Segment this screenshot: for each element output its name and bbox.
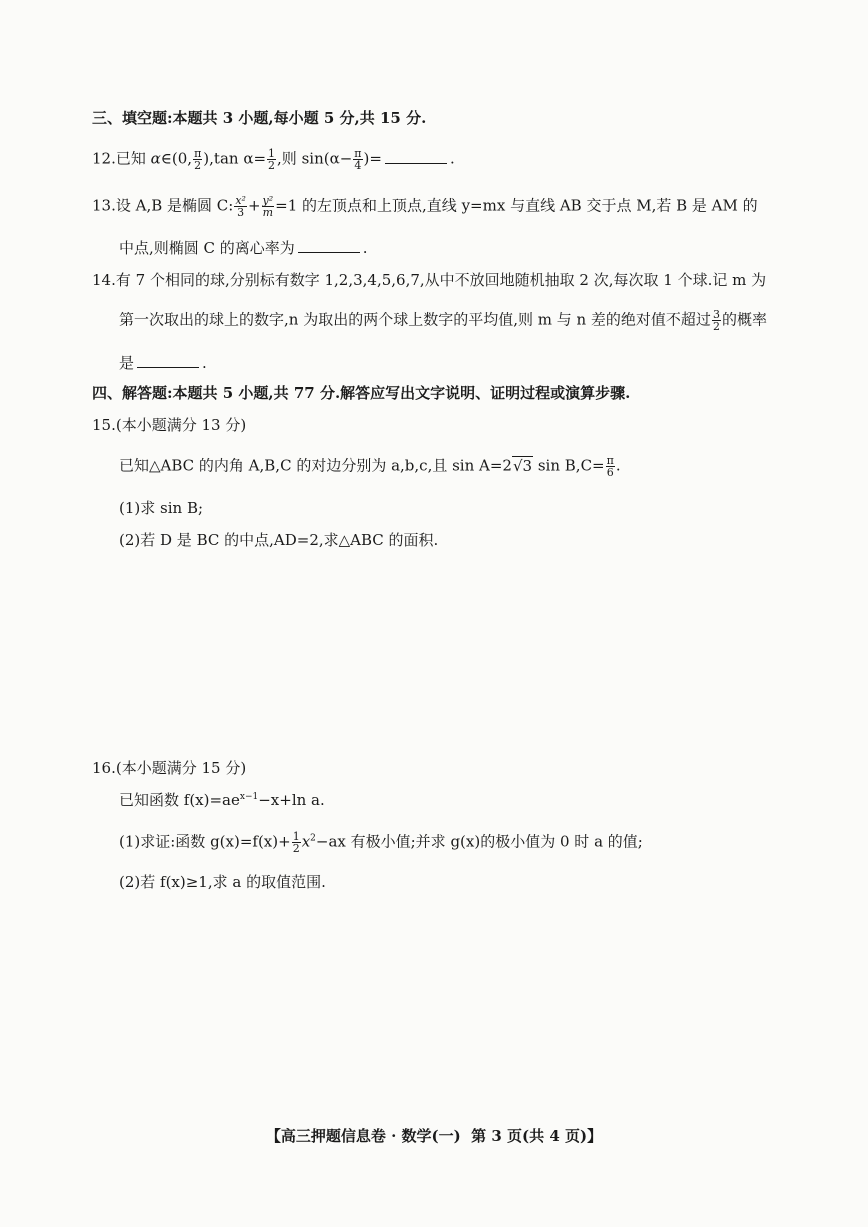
q13-end: .	[362, 239, 368, 257]
q16-score: (本小题满分 15 分)	[115, 759, 247, 777]
q16-part-1-x: x	[301, 832, 311, 851]
q13-text-1: 设 A,B 是椭圆 C:	[115, 196, 234, 215]
q12-fraction-pi-2: $\frac{\pi}{2}$	[194, 147, 202, 172]
q12-answer-blank	[385, 149, 447, 164]
q16-text-1: 已知函数 f(x)=ae	[119, 791, 240, 809]
q14-text-2: 第一次取出的球上的数字,n 为取出的两个球上数字的平均值,则 m 与 n 差的绝对值不超过	[119, 310, 711, 329]
question-15-header	[92, 415, 246, 435]
question-16-stem	[119, 790, 325, 810]
q16-part-1-text-c: −ax 有极小值;并求 g(x)的极小值为 0 时 a 的值;	[315, 832, 643, 851]
q13-plus: +	[247, 196, 261, 215]
q14-text-4: 是	[119, 354, 135, 372]
q14-end: .	[202, 354, 207, 372]
q12-interval-open: (0,	[171, 149, 193, 168]
q13-fraction-y2-m: $\frac{\text{y²}}{m}$	[262, 194, 274, 219]
question-13-line-2	[119, 238, 368, 258]
q13-fraction-x2-3: $\frac{\text{x²}}{3}$	[235, 194, 246, 219]
q15-fraction-pi-6: $\frac{\pi}{6}$	[606, 454, 614, 479]
q12-text-2: ∈	[160, 149, 172, 168]
q12-fraction-1-2: $\frac{1}{2}$	[268, 147, 276, 172]
question-13-line-1	[92, 195, 758, 218]
question-12	[92, 148, 455, 171]
question-14-line-1	[92, 270, 766, 290]
footer-title: 【高三押题信息卷 · 数学(一)	[265, 1127, 461, 1145]
q15-sqrt-3: √3	[512, 456, 533, 475]
question-16-header	[92, 758, 246, 778]
footer-page-number: 第 3 页(共 4 页)	[471, 1127, 588, 1145]
q13-text-2: =1 的左顶点和上顶点,直线 y=mx 与直线 AB 交于点 M,若 B 是 AM 的	[275, 196, 758, 215]
q16-text-2: −x+ln a.	[258, 791, 325, 809]
q13-answer-blank	[298, 238, 360, 253]
q13-number: 13.	[92, 196, 116, 215]
q12-fraction-pi-4: $\frac{\pi}{4}$	[354, 147, 362, 172]
q12-end: .	[449, 149, 455, 168]
q14-fraction-3-2: $\frac{3}{2}$	[712, 308, 720, 333]
q16-part-1	[119, 831, 643, 854]
q16-part-1-square: 2	[310, 833, 316, 844]
footer-close: 】	[587, 1127, 603, 1145]
q12-alpha: α	[150, 149, 161, 168]
q15-text-1: 已知△ABC 的内角 A,B,C 的对边分别为 a,b,c,且 sin A=2	[119, 456, 512, 475]
q15-part-1: (1)求 sin B;	[119, 499, 204, 517]
section4-heading: 四、解答题:本题共 5 小题,共 77 分.解答应写出文字说明、证明过程或演算步骤.	[92, 384, 631, 402]
question-14-line-2	[119, 309, 767, 332]
q15-text-2: sin B,C=	[533, 456, 605, 475]
q15-end: .	[615, 456, 621, 475]
q14-text-3: 的概率	[721, 310, 767, 329]
q15-number: 15.	[92, 416, 116, 434]
q15-score: (本小题满分 13 分)	[115, 416, 247, 434]
q12-interval-close: ),	[203, 149, 214, 168]
q14-answer-blank	[137, 353, 199, 368]
q14-text-1: 有 7 个相同的球,分别标有数字 1,2,3,4,5,6,7,从中不放回地随机抽取 2 次,每次取 1 个球.记 m 为	[115, 271, 767, 289]
q12-text-5: )=	[363, 149, 382, 168]
q12-number: 12.	[92, 149, 116, 168]
q16-number: 16.	[92, 759, 116, 777]
q14-number: 14.	[92, 271, 116, 289]
question-14-line-3	[119, 353, 207, 373]
q16-exponent: x−1	[239, 792, 259, 802]
q13-text-3: 中点,则椭圆 C 的离心率为	[119, 239, 295, 257]
q12-text-4: ,则 sin(α−	[277, 149, 353, 168]
q12-text-3: tan α=	[213, 149, 267, 168]
q15-part-2: (2)若 D 是 BC 的中点,AD=2,求△ABC 的面积.	[119, 531, 439, 549]
question-15-stem	[119, 455, 621, 478]
q16-part-1-text-a: (1)求证:函数 g(x)=f(x)+	[119, 832, 291, 851]
page-footer	[0, 1125, 868, 1146]
section3-heading: 三、填空题:本题共 3 小题,每小题 5 分,共 15 分.	[92, 109, 427, 127]
q16-part-2: (2)若 f(x)≥1,求 a 的取值范围.	[119, 873, 326, 891]
q12-text-1: 已知	[115, 149, 151, 168]
q16-fraction-1-2: $\frac{1}{2}$	[292, 830, 300, 855]
